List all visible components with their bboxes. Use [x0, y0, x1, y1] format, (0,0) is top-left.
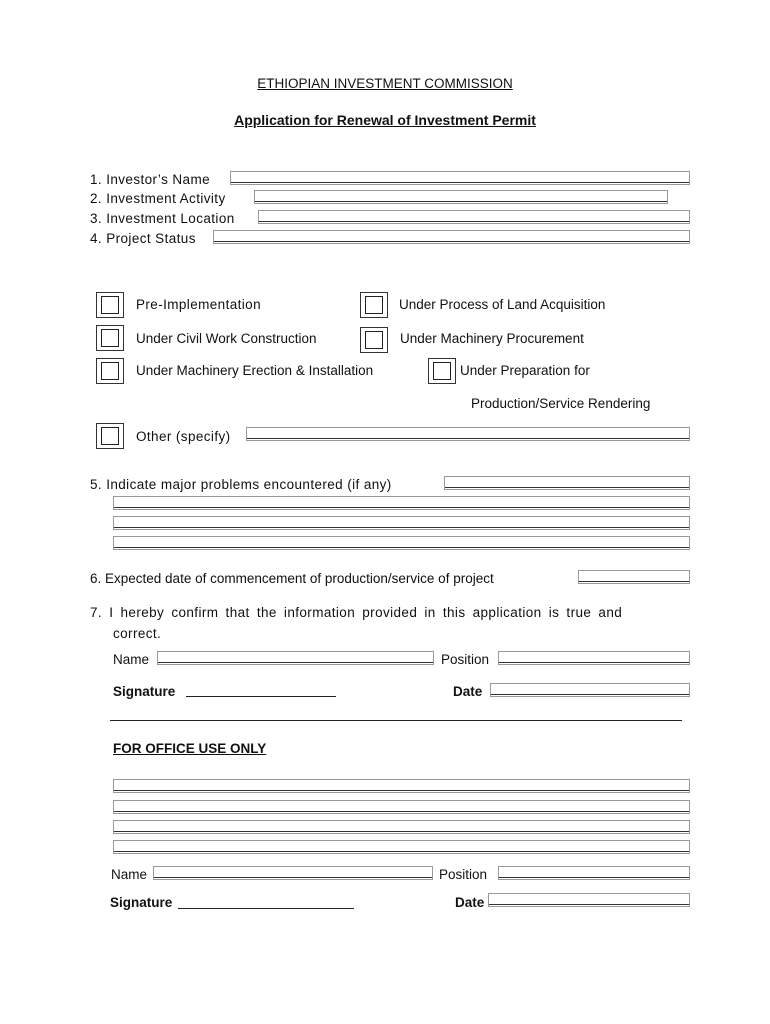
section-divider [110, 720, 682, 721]
office-name-label: Name [111, 867, 148, 882]
office-date-field[interactable] [488, 893, 690, 907]
office-position-field[interactable] [498, 866, 690, 880]
problems-field-1[interactable] [444, 476, 690, 490]
applicant-date-label: Date [453, 684, 483, 699]
machinery-erection-checkbox[interactable] [96, 358, 124, 384]
applicant-date-field[interactable] [490, 683, 690, 697]
office-use-heading: FOR OFFICE USE ONLY [113, 741, 267, 756]
office-signature-line[interactable] [178, 908, 354, 909]
office-position-label: Position [439, 867, 488, 882]
problems-field-3[interactable] [113, 516, 690, 530]
office-notes-field-3[interactable] [113, 820, 690, 834]
confirmation-text: 7. I hereby confirm that the information provided in this application is true and [90, 605, 623, 620]
problems-field-4[interactable] [113, 536, 690, 550]
applicant-signature-label: Signature [113, 684, 176, 699]
land-acquisition-label: Under Process of Land Acquisition [399, 297, 606, 312]
office-date-label: Date [455, 895, 485, 910]
civil-work-checkbox[interactable] [96, 325, 124, 351]
pre-implementation-label: Pre-Implementation [136, 297, 262, 312]
other-specify-label: Other (specify) [136, 429, 231, 444]
investment-activity-field[interactable] [254, 190, 668, 204]
applicant-name-label: Name [113, 652, 150, 667]
pre-implementation-checkbox[interactable] [96, 292, 124, 318]
investment-location-label: 3. Investment Location [90, 211, 235, 226]
form-title: Application for Renewal of Investment Permit [234, 112, 536, 128]
investment-location-field[interactable] [258, 210, 690, 224]
office-notes-field-1[interactable] [113, 779, 690, 793]
other-specify-field[interactable] [246, 427, 690, 441]
office-notes-field-2[interactable] [113, 800, 690, 814]
preparation-label-line2: Production/Service Rendering [471, 396, 651, 411]
investor-name-label: 1. Investor’s Name [90, 172, 210, 187]
commencement-date-field[interactable] [578, 570, 690, 584]
commencement-date-label: 6. Expected date of commencement of production/service of project [90, 571, 494, 586]
applicant-position-field[interactable] [498, 651, 690, 665]
confirmation-text-cont: correct. [113, 626, 162, 641]
office-name-field[interactable] [153, 866, 433, 880]
other-checkbox[interactable] [96, 423, 124, 449]
preparation-label-line1: Under Preparation for [460, 363, 590, 378]
org-name: ETHIOPIAN INVESTMENT COMMISSION [257, 76, 513, 91]
investment-activity-label: 2. Investment Activity [90, 191, 226, 206]
applicant-name-field[interactable] [157, 651, 434, 665]
project-status-label: 4. Project Status [90, 231, 196, 246]
problems-field-2[interactable] [113, 496, 690, 510]
problems-label: 5. Indicate major problems encountered (if any) [90, 477, 392, 492]
applicant-signature-line[interactable] [186, 696, 336, 697]
office-signature-label: Signature [110, 895, 173, 910]
machinery-procurement-checkbox[interactable] [360, 327, 388, 353]
project-status-field[interactable] [213, 230, 690, 244]
office-notes-field-4[interactable] [113, 840, 690, 854]
machinery-procurement-label: Under Machinery Procurement [400, 331, 584, 346]
investor-name-field[interactable] [230, 171, 690, 185]
land-acquisition-checkbox[interactable] [360, 292, 388, 318]
civil-work-label: Under Civil Work Construction [136, 331, 317, 346]
preparation-checkbox[interactable] [428, 358, 456, 384]
machinery-erection-label: Under Machinery Erection & Installation [136, 363, 374, 378]
applicant-position-label: Position [441, 652, 490, 667]
